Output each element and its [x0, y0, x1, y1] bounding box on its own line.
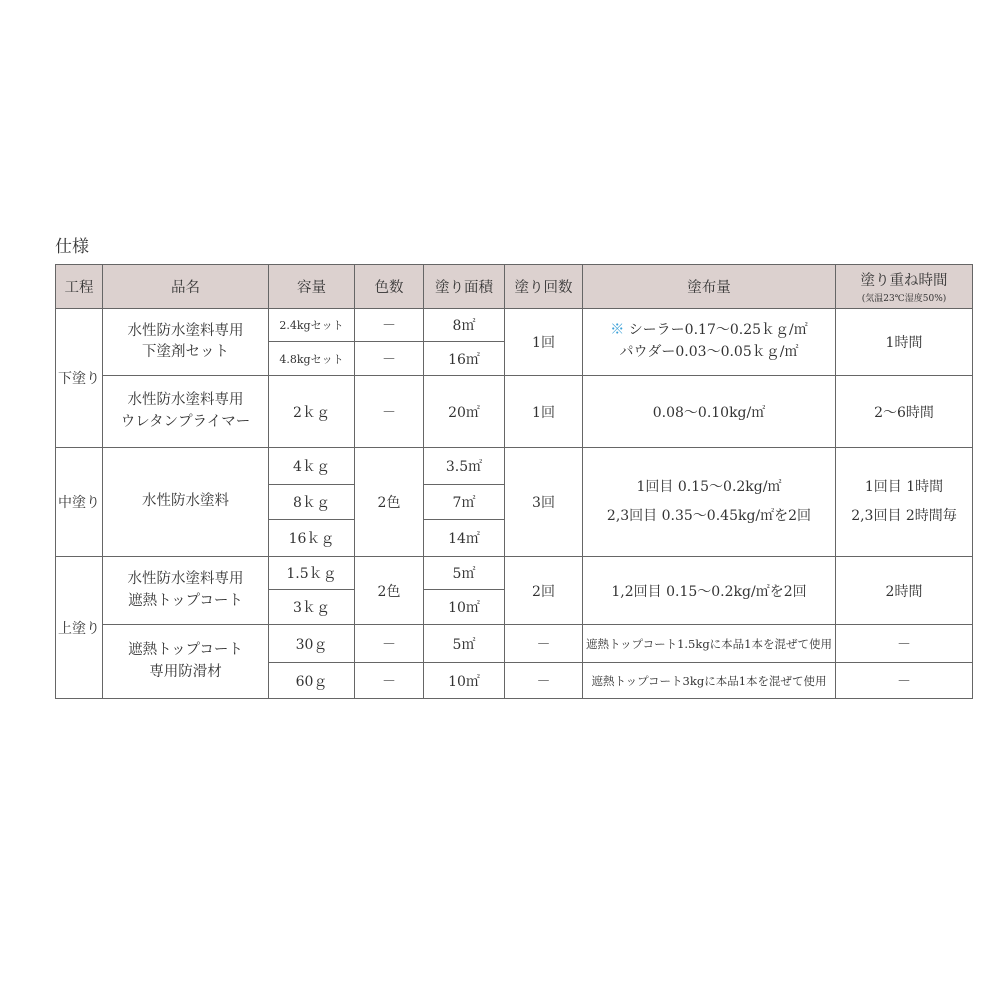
- coats-cell: －: [505, 663, 583, 699]
- interval-cell: 2時間: [836, 557, 973, 625]
- capacity-cell: 30ｇ: [269, 625, 355, 663]
- spec-table: [55, 264, 973, 699]
- colors-cell: －: [355, 342, 424, 376]
- header-colors: 色数: [355, 265, 424, 309]
- product-urethane-primer-line2: ウレタンプライマー: [120, 413, 251, 430]
- product-heat-top: [103, 557, 269, 625]
- area-cell: 10㎡: [424, 590, 505, 625]
- capacity-cell: 16ｋｇ: [269, 520, 355, 557]
- capacity-cell: 2ｋｇ: [269, 376, 355, 448]
- area-cell: 20㎡: [424, 376, 505, 448]
- table-row: [56, 448, 973, 485]
- header-interval-sub: (気温23℃湿度50%): [861, 294, 947, 304]
- area-cell: 7㎡: [424, 485, 505, 520]
- product-urethane-primer-line1: 水性防水塗料専用: [127, 392, 244, 409]
- capacity-cell: 4ｋｇ: [269, 448, 355, 485]
- amount-powder: パウダー0.03～0.05ｋｇ/㎡: [619, 344, 799, 360]
- header-interval-label: 塗り重ね時間: [860, 273, 948, 289]
- product-primer-set-line1: 水性防水塗料専用: [127, 322, 244, 339]
- group-midcoat: 中塗り: [56, 448, 103, 557]
- header-process: 工程: [56, 265, 103, 309]
- amount-cell: [583, 448, 836, 557]
- capacity-cell: 8ｋｇ: [269, 485, 355, 520]
- area-cell: 5㎡: [424, 557, 505, 590]
- header-capacity: 容量: [269, 265, 355, 309]
- colors-cell: 2色: [355, 448, 424, 557]
- amount-sealer: シーラー0.17～0.25ｋｇ/㎡: [628, 322, 808, 339]
- area-cell: 8㎡: [424, 309, 505, 342]
- group-topcoat: 上塗り: [56, 557, 103, 699]
- coats-cell: －: [505, 625, 583, 663]
- area-cell: 10㎡: [424, 663, 505, 699]
- amount-line1: [583, 320, 835, 342]
- product-heat-top-line2: 遮熱トップコート: [128, 592, 243, 609]
- interval-cell: －: [836, 663, 973, 699]
- interval-second: 2,3回目 2時間毎: [851, 508, 957, 524]
- capacity-cell: 2.4kgセット: [269, 309, 355, 342]
- capacity-cell: 60ｇ: [269, 663, 355, 699]
- product-primer-set-line2: 下塗剤セット: [142, 344, 229, 360]
- product-primer-set: [103, 309, 269, 376]
- header-product: 品名: [103, 265, 269, 309]
- page-title: 仕様: [55, 237, 89, 257]
- capacity-cell: 3ｋｇ: [269, 590, 355, 625]
- interval-cell: 1時間: [836, 309, 973, 376]
- amount-cell: [583, 309, 836, 376]
- coats-cell: 1回: [505, 376, 583, 448]
- capacity-cell: 4.8kgセット: [269, 342, 355, 376]
- note-mark: ※: [610, 322, 625, 339]
- header-row: [56, 265, 973, 309]
- table-row: [56, 625, 973, 663]
- area-cell: 16㎡: [424, 342, 505, 376]
- amount-cell: 1,2回目 0.15～0.2kg/㎡を2回: [583, 557, 836, 625]
- table-row: [56, 376, 973, 448]
- colors-cell: 2色: [355, 557, 424, 625]
- product-heat-top-line1: 水性防水塗料専用: [127, 571, 244, 588]
- amount-cell: 遮熱トップコート1.5kgに本品1本を混ぜて使用: [583, 625, 836, 663]
- area-cell: 14㎡: [424, 520, 505, 557]
- group-undercoat: 下塗り: [56, 309, 103, 448]
- product-urethane-primer: [103, 376, 269, 448]
- header-area: 塗り面積: [424, 265, 505, 309]
- amount-cell: 0.08～0.10kg/㎡: [583, 376, 836, 448]
- colors-cell: －: [355, 625, 424, 663]
- colors-cell: －: [355, 663, 424, 699]
- table-row: [56, 309, 973, 342]
- product-anti-slip: [103, 625, 269, 699]
- colors-cell: －: [355, 376, 424, 448]
- header-interval: [836, 265, 973, 309]
- product-anti-slip-line2: 専用防滑材: [149, 663, 222, 680]
- colors-cell: －: [355, 309, 424, 342]
- interval-cell: [836, 448, 973, 557]
- header-amount: 塗布量: [583, 265, 836, 309]
- interval-cell: －: [836, 625, 973, 663]
- interval-first: 1回目 1時間: [864, 478, 944, 495]
- capacity-cell: 1.5ｋｇ: [269, 557, 355, 590]
- area-cell: 5㎡: [424, 625, 505, 663]
- amount-second: 2,3回目 0.35～0.45kg/㎡を2回: [606, 508, 812, 524]
- header-coats: 塗り回数: [505, 265, 583, 309]
- table-row: [56, 557, 973, 590]
- product-waterproof: 水性防水塗料: [103, 448, 269, 557]
- interval-cell: 2～6時間: [836, 376, 973, 448]
- product-anti-slip-line1: 遮熱トップコート: [128, 642, 243, 659]
- coats-cell: 2回: [505, 557, 583, 625]
- coats-cell: 3回: [505, 448, 583, 557]
- amount-cell: 遮熱トップコート3kgに本品1本を混ぜて使用: [583, 663, 836, 699]
- amount-first: 1回目 0.15～0.2kg/㎡: [636, 478, 782, 495]
- coats-cell: 1回: [505, 309, 583, 376]
- area-cell: 3.5㎡: [424, 448, 505, 485]
